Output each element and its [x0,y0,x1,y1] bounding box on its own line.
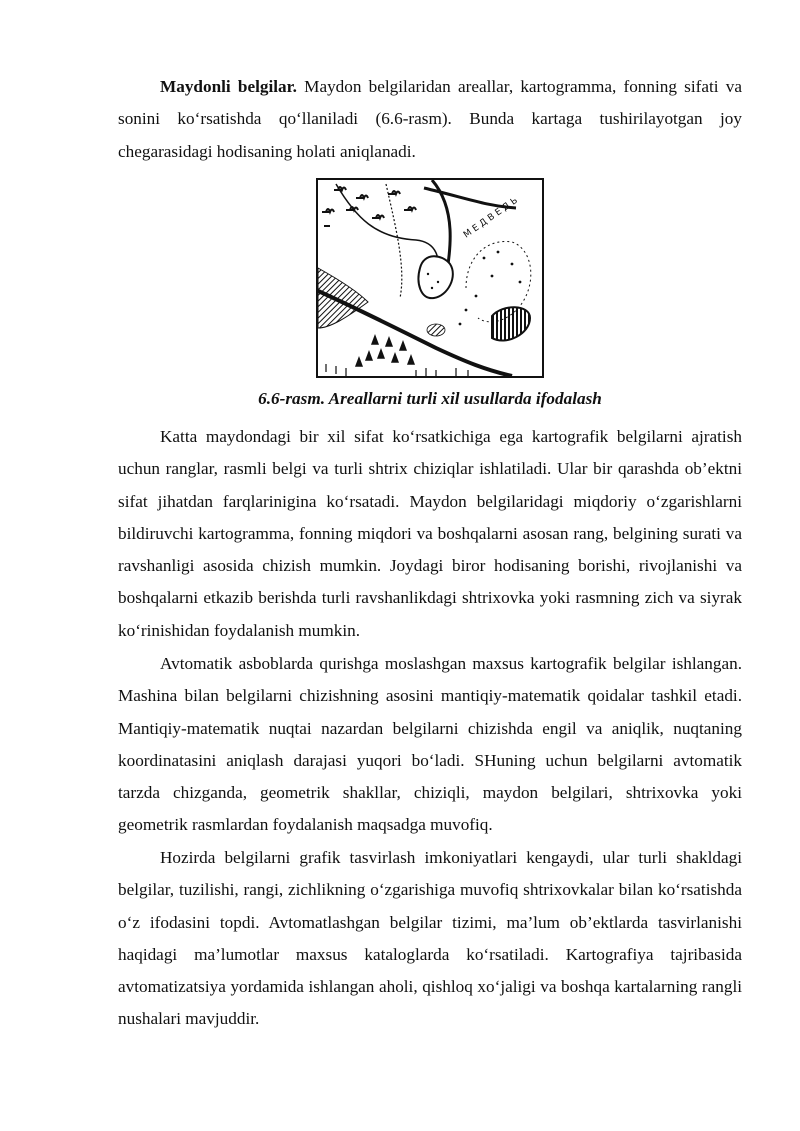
body-paragraph-1: Katta maydondagi bir xil sifat ko‘rsatkichiga ega kartografik belgilarni ajratish uchun ranglar, rasmli belgi va turli shtrix chiziqlar ishlatiladi. Ular bir qarashda ob’ektni sifat jihatdan farqlariniginа ko‘rsatadi. Maydon belgilaridagi miqdoriy o‘zgarishlarni bildiruvchi kartogramma, fonning miqdori va boshqalarni asosan rang, belgining surati va ravshanligi asosida chizish mumkin. Joydagi biror hodisaning borishi, rivojlanishi va boshqalarni etkazib berishda turli ravshanlikdagi shtrixovka yoki rasmning zich va siyrak ko‘rinishidan foydalanish mumkin. [118,427,742,640]
small-oval [427,324,445,336]
intro-text: Maydon belgilaridan areallar, kartogramma, fonning sifati va sonini ko‘rsatishda qo‘llaniladi (6.6-rasm). Bunda kartaga tushirilayotgan joy chegarasidagi hodisaning holati aniqlanadi. [118,77,742,161]
figure-caption: 6.6-rasm. Areallarni turli xil usullarda ifodalash [258,389,602,408]
body-paragraph-2: Avtomatik asboblarda qurishga moslashgan maxsus kartografik belgilar ishlangan. Mashina bilan belgilarni chizishning asosini mantiqiy-matematik qoidalar tashkil etadi. Mantiqiy-matematik nuqtai nazardan belgilarni chizishda engil va aniqlik, nuqtaning koordinatasini aniqlash darajasi yuqori bo‘ladi. SHuning uchun belgilarni avtomatik tarzda chizganda, geometrik shakllar, chiziqli, maydon belgilari, shtrixovka yoki geometrik rasmlardan foydalanish maqsadga muvofiq. [118,654,742,835]
intro-paragraph [118,71,742,168]
body-paragraph-3: Hozirda belgilarni grafik tasvirlash imkoniyatlari kengaydi, ular turli shakldagi belgilar, tuzilishi, rangi, zichlikning o‘zgarishiga muvofiq shtrixovkalar bilan ko‘rsatishda o‘z ifodasini topdi. Avtomatlashgan belgilar tizimi, ma’lum ob’ektlarda tasvirlanishi haqidagi ma’lumotlar maxsus kataloglarda ko‘rsatiladi. Kartografiya tajribasida avtomatizatsiya yordamida ishlangan aholi, qishloq xo‘jaligi va boshqa kartalarning rangli nushalari mavjuddir. [118,848,742,1029]
map-region-label: МЕДВЕДЬ [461,194,523,241]
intro-lead: Maydonli belgilar. [160,77,297,96]
areal-map-figure [316,178,544,378]
